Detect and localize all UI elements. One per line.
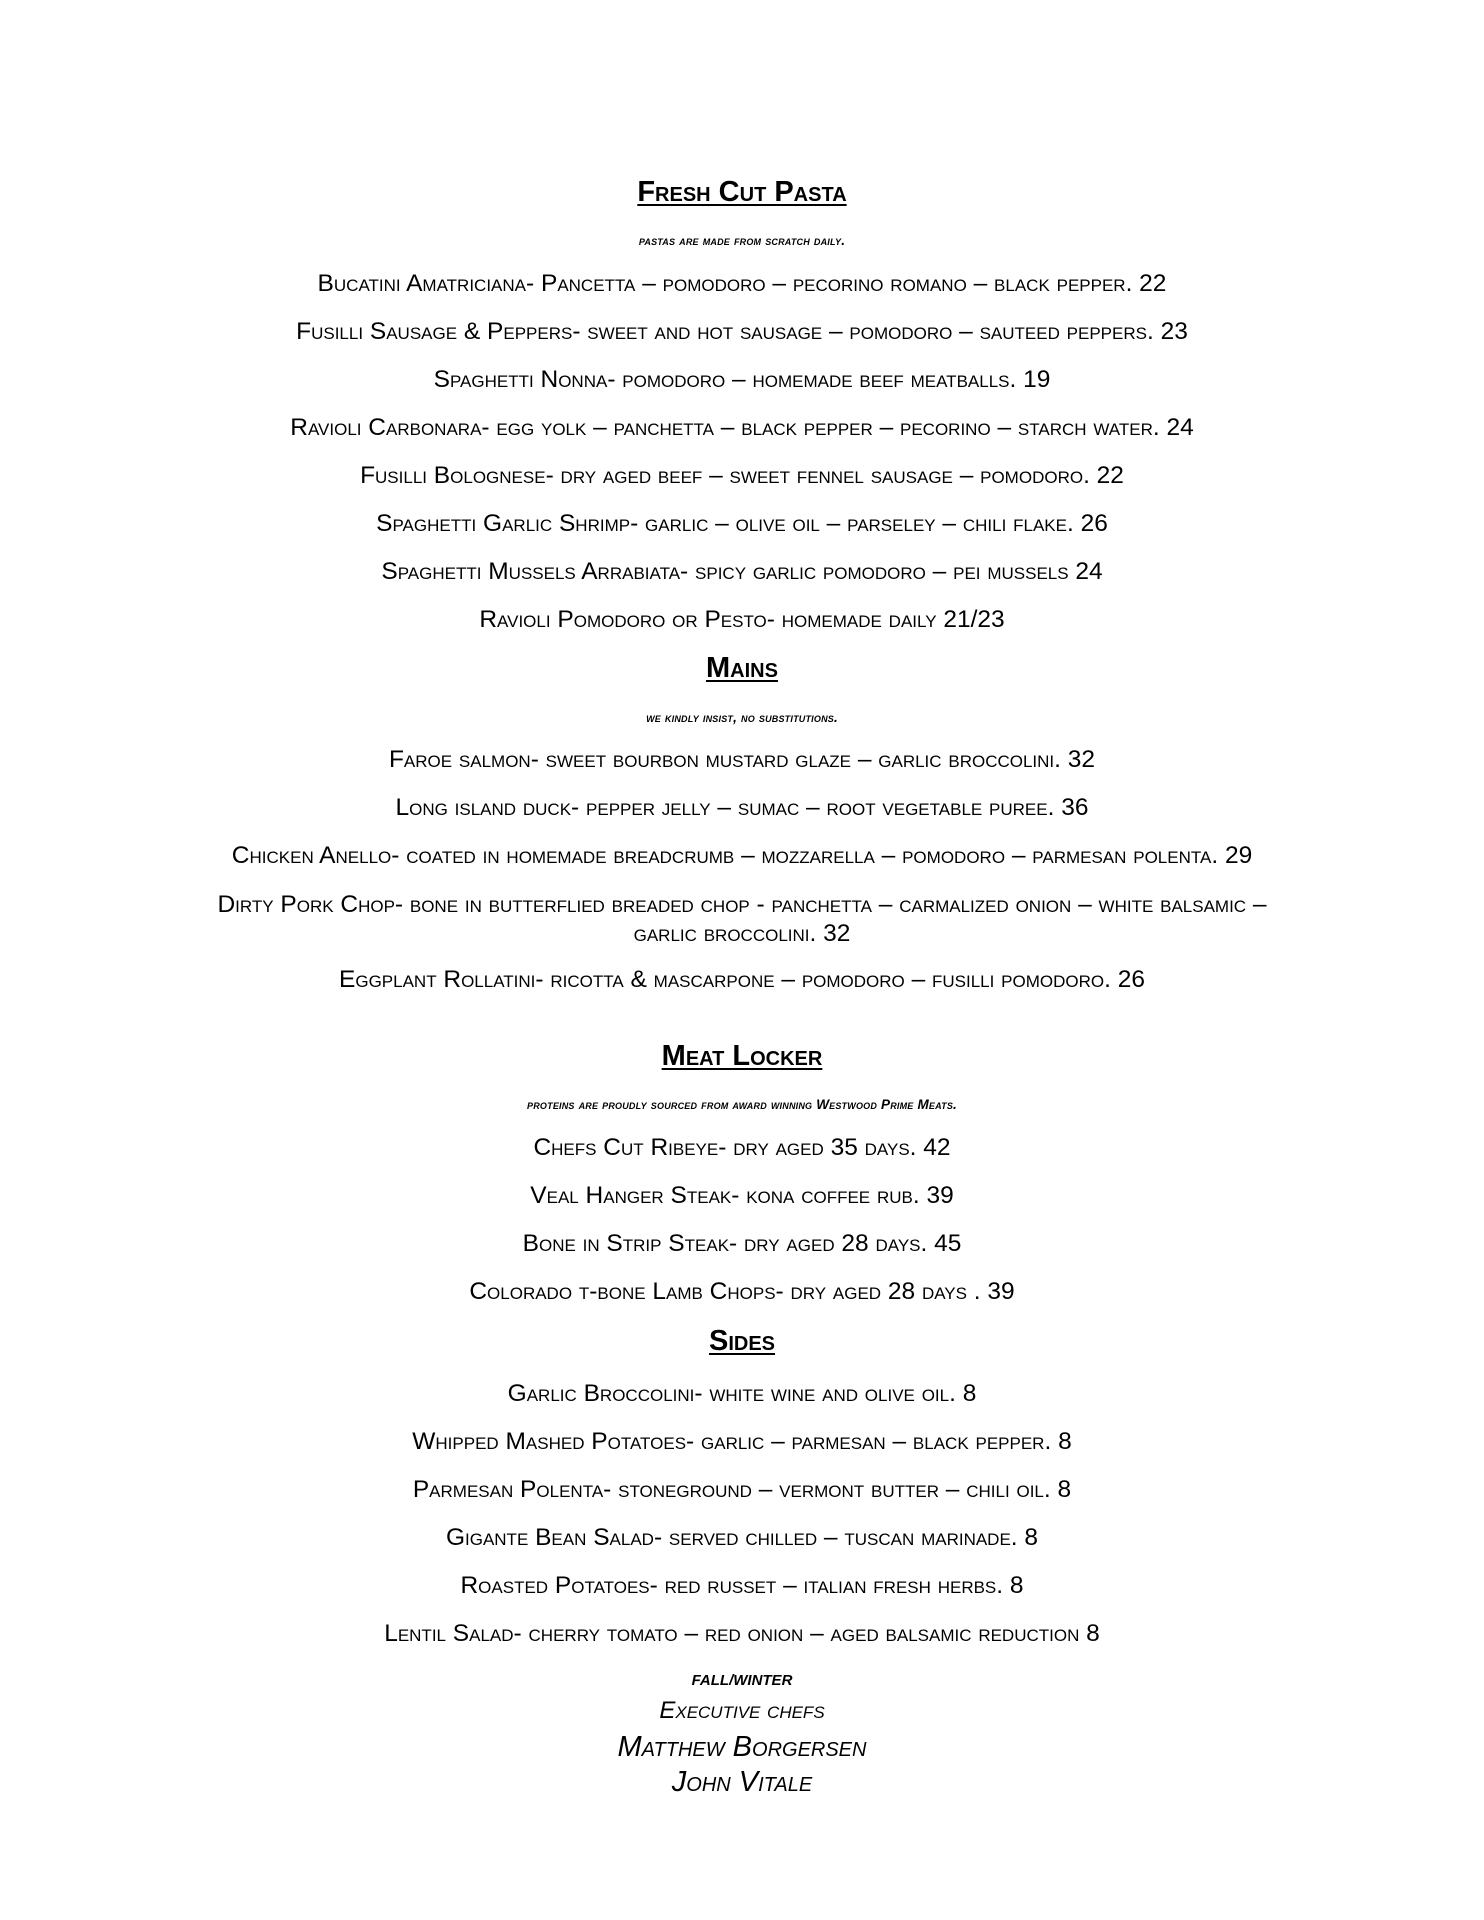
- menu-item: [0, 1476, 1484, 1504]
- section-note-meat: proteins are proudly sourced from award winning Westwood Prime Meats.: [527, 1097, 957, 1112]
- menu-item-name: Lentil Salad-: [384, 1620, 522, 1647]
- menu-item: [0, 1278, 1484, 1306]
- menu-item: [0, 1620, 1484, 1648]
- menu-item: [0, 606, 1484, 634]
- menu-item: [0, 1524, 1484, 1552]
- menu-item-desc: homemade daily 21/23: [774, 606, 1005, 633]
- menu-item: [200, 890, 1284, 948]
- section-title-mains: Mains: [706, 652, 778, 684]
- menu-item-name: Parmesan Polenta-: [412, 1476, 612, 1503]
- menu-item-desc: sweet bourbon mustard glaze – garlic broccolini. 32: [538, 746, 1096, 773]
- menu-item-desc: stoneground – vermont butter – chili oil. 8: [611, 1476, 1072, 1503]
- menu-item-desc: dry aged 28 days . 39: [783, 1278, 1015, 1305]
- menu-item-name: Chicken Anello-: [231, 842, 400, 869]
- menu-item: [0, 318, 1484, 346]
- menu-item-name: Bone in Strip Steak-: [522, 1230, 738, 1257]
- menu-item: [0, 414, 1484, 442]
- menu-item-name: Colorado t-bone Lamb Chops-: [469, 1278, 784, 1305]
- menu-item-desc: spicy garlic pomodoro – pei mussels 24: [688, 558, 1103, 585]
- menu-item-desc: bone in butterflied breaded chop - panchetta – carmalized onion – white balsamic – garlic broccolini. 32: [403, 891, 1267, 947]
- menu-item: [0, 1182, 1484, 1210]
- menu-item-name: Gigante Bean Salad-: [445, 1524, 663, 1551]
- section-title-pasta: Fresh Cut Pasta: [637, 176, 847, 208]
- menu-item: [0, 1572, 1484, 1600]
- menu-item-desc: coated in homemade breadcrumb – mozzarella – pomodoro – parmesan polenta. 29: [399, 842, 1253, 869]
- menu-item-desc: ricotta & mascarpone – pomodoro – fusilli pomodoro. 26: [543, 966, 1145, 993]
- menu-item-desc: dry aged 28 days. 45: [737, 1230, 962, 1257]
- chef-name: John Vitale: [671, 1766, 813, 1798]
- menu-item: [0, 746, 1484, 774]
- menu-item-name: Bucatini Amatriciana-: [317, 270, 535, 297]
- menu-item: [0, 1134, 1484, 1162]
- menu-item-name: Spaghetti Garlic Shrimp-: [376, 510, 639, 537]
- menu-item: [0, 462, 1484, 490]
- menu-item-name: Fusilli Sausage & Peppers-: [296, 318, 581, 345]
- menu-item-name: Ravioli Carbonara-: [290, 414, 490, 441]
- menu-item-desc: egg yolk – panchetta – black pepper – pecorino – starch water. 24: [489, 414, 1194, 441]
- menu-item-name: Fusilli Bolognese-: [360, 462, 554, 489]
- menu-item-desc: garlic – olive oil – parseley – chili flake. 26: [638, 510, 1108, 537]
- chef-name: Matthew Borgersen: [617, 1731, 867, 1763]
- menu-item-name: Ravioli Pomodoro or Pesto-: [479, 606, 775, 633]
- section-title-sides: Sides: [708, 1325, 776, 1357]
- section-title-meat: Meat Locker: [661, 1040, 823, 1072]
- menu-item-desc: dry aged beef – sweet fennel sausage – pomodoro. 22: [553, 462, 1124, 489]
- menu-item: [0, 366, 1484, 394]
- menu-item-desc: red russet – italian fresh herbs. 8: [657, 1572, 1024, 1599]
- season-label: FALL/WINTER: [691, 1672, 793, 1689]
- menu-item: [0, 794, 1484, 822]
- menu-item-name: Faroe salmon-: [388, 746, 539, 773]
- menu-item: [0, 558, 1484, 586]
- menu-item-desc: served chilled – tuscan marinade. 8: [662, 1524, 1039, 1551]
- menu-item-desc: sweet and hot sausage – pomodoro – sauteed peppers. 23: [580, 318, 1188, 345]
- menu-item: [0, 966, 1484, 994]
- menu-item-name: Long island duck-: [395, 794, 580, 821]
- menu-item-name: Spaghetti Mussels Arrabiata-: [381, 558, 689, 585]
- menu-item-name: Dirty Pork Chop-: [217, 891, 404, 918]
- menu-item: [0, 1380, 1484, 1408]
- executive-chefs-title: Executive chefs: [659, 1697, 825, 1724]
- menu-item-name: Eggplant Rollatini-: [339, 966, 544, 993]
- menu-item-desc: dry aged 35 days. 42: [726, 1134, 951, 1161]
- menu-item-desc: pomodoro – homemade beef meatballs. 19: [615, 366, 1051, 393]
- menu-item-desc: garlic – parmesan – black pepper. 8: [694, 1428, 1072, 1455]
- menu-item: [0, 1428, 1484, 1456]
- menu-item-desc: white wine and olive oil. 8: [702, 1380, 977, 1407]
- menu-item-desc: kona coffee rub. 39: [739, 1182, 954, 1209]
- menu-item-desc: Pancetta – pomodoro – pecorino romano – black pepper. 22: [534, 270, 1167, 297]
- menu-item: [0, 510, 1484, 538]
- menu-item-name: Spaghetti Nonna-: [433, 366, 616, 393]
- menu-item-desc: pepper jelly – sumac – root vegetable puree. 36: [579, 794, 1089, 821]
- menu-item-name: Veal Hanger Steak-: [530, 1182, 740, 1209]
- section-note-pasta: pastas are made from scratch daily.: [638, 233, 846, 248]
- menu-item-name: Whipped Mashed Potatoes-: [412, 1428, 695, 1455]
- menu-item-desc: cherry tomato – red onion – aged balsamic reduction 8: [521, 1620, 1100, 1647]
- menu-item-name: Chefs Cut Ribeye-: [533, 1134, 727, 1161]
- menu-item: [0, 1230, 1484, 1258]
- menu-item-name: Roasted Potatoes-: [460, 1572, 658, 1599]
- menu-item: [0, 270, 1484, 298]
- menu-item-name: Garlic Broccolini-: [507, 1380, 703, 1407]
- section-note-mains: we kindly insist, no substitutions.: [646, 710, 838, 725]
- menu-item: [0, 842, 1484, 870]
